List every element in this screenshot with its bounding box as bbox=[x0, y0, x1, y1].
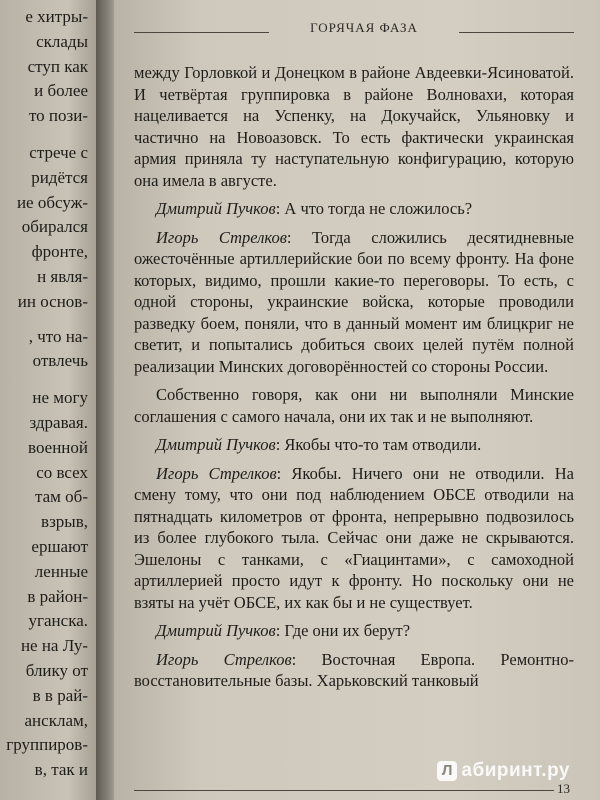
left-page-fragment: то пози- bbox=[28, 106, 88, 126]
paragraph-text: Собственно говоря, как они ни выполняли Минские соглашения с самого начала, они их так и не выполняют. bbox=[134, 385, 574, 426]
paragraph-text: : Восточная Европа. Ремонтно-восстановительные базы. Харьковский танковый bbox=[134, 649, 574, 690]
header-rule-left bbox=[134, 32, 269, 33]
left-page-fragment: в, так и bbox=[34, 760, 88, 780]
speaker-name: Дмитрий Пучков bbox=[156, 199, 276, 218]
watermark bbox=[437, 760, 570, 782]
left-page-fragment: фронте, bbox=[31, 242, 88, 262]
labirint-logo-icon: Л bbox=[437, 761, 457, 781]
right-page bbox=[114, 0, 600, 800]
speaker-name: Дмитрий Пучков bbox=[156, 435, 276, 454]
paragraph-text: : Тогда сложились десятидневные ожесточённые артиллерийские бои по всему фронту. На фоне которых, видимо, прошли какие-то переговоры. То есть, с одной стороны, украинские войска, которые проводили разведку боем, поняли, что в данный момент им блицкриг не светит, и попытались добиться своих целей путём полной реализации Минских договорённостей со стороны России. bbox=[134, 227, 574, 376]
left-page-fragment: ин основ- bbox=[17, 291, 88, 311]
left-page-fragment: отвлечь bbox=[32, 351, 88, 371]
left-page-fragment: военной bbox=[28, 437, 88, 457]
left-page-fragment: в в рай- bbox=[32, 685, 88, 705]
left-page-fragment: стрече с bbox=[29, 143, 88, 162]
left-page-fragment: не на Лу- bbox=[20, 636, 88, 656]
paragraph bbox=[134, 620, 574, 642]
left-page-fragment: там об- bbox=[34, 487, 88, 507]
left-page-fragment: ридётся bbox=[31, 167, 88, 187]
running-head: ГОРЯЧАЯ ФАЗА bbox=[310, 20, 418, 35]
speaker-name: Игорь Стрелков bbox=[156, 463, 277, 483]
paragraph bbox=[134, 463, 574, 614]
left-page-fragment: ступ как bbox=[27, 56, 88, 76]
footer-rule bbox=[134, 790, 554, 791]
left-page-fragment: уганска. bbox=[28, 611, 88, 631]
left-page-fragment: группиров- bbox=[6, 735, 88, 755]
left-page-fragment: здравая. bbox=[29, 413, 88, 432]
left-page-fragment: , что на- bbox=[28, 326, 88, 346]
left-page-fragment: н явля- bbox=[37, 267, 88, 286]
paragraph bbox=[134, 198, 574, 220]
left-page-fragment: обирался bbox=[21, 217, 88, 237]
paragraph-text: : Якобы. Ничего они не отводили. На смену тому, что они под наблюдением ОБСЕ отводили на пятнадцать километров от фронта, непрерывно подвозилось из более глубокого тыла. Сейчас они даже не скрываются. Эшелоны с танками, с «Гиацинтами», с самоходной артиллерией просто идут к фронту. Но поскольку они не взяты на учёт ОБСЕ, их как бы и не существует. bbox=[134, 463, 574, 612]
left-page-fragment: склады bbox=[36, 31, 88, 51]
left-page-fragment: взрыв, bbox=[41, 512, 88, 532]
paragraph bbox=[134, 62, 574, 191]
watermark-text: абиринт.ру bbox=[461, 760, 570, 781]
left-page-fragment: в район- bbox=[27, 586, 88, 606]
paragraph bbox=[134, 227, 574, 378]
left-page bbox=[0, 0, 96, 800]
page-text bbox=[134, 62, 574, 699]
paragraph-text: : А что тогда не сложилось? bbox=[275, 199, 473, 218]
left-page-fragment: ленные bbox=[34, 561, 88, 581]
paragraph-text: : Якобы что-то там отводили. bbox=[275, 435, 482, 454]
left-page-fragment: е хитры- bbox=[25, 7, 88, 26]
paragraph bbox=[134, 384, 574, 427]
left-page-fragment: ершают bbox=[31, 537, 88, 556]
left-page-fragment: блику от bbox=[25, 661, 88, 680]
speaker-name: Игорь Стрелков bbox=[156, 227, 287, 247]
speaker-name: Дмитрий Пучков bbox=[156, 621, 276, 640]
left-page-fragment: ие обсуж- bbox=[16, 192, 88, 212]
paragraph-text: между Горловкой и Донецком в районе Авдеевки-Ясиноватой. И четвёртая группировка в районе Волновахи, которая нацеливается на Успенку, на Докучайск, Ульяновку и частично на Новоазовск. То есть фактически украинская армия приняла ту наступательную конфигурацию, которую она имела в августе. bbox=[134, 63, 574, 190]
header-rule-right bbox=[459, 32, 574, 33]
left-page-fragment: и более bbox=[34, 81, 88, 101]
speaker-name: Игорь Стрелков bbox=[156, 649, 292, 669]
left-page-fragment: не могу bbox=[32, 388, 88, 408]
paragraph-text: : Где они их берут? bbox=[275, 621, 411, 640]
page-number: 13 bbox=[557, 781, 570, 796]
left-page-fragment: со всех bbox=[36, 462, 88, 482]
paragraph bbox=[134, 649, 574, 692]
left-page-fragment: ансклам, bbox=[24, 710, 88, 730]
paragraph bbox=[134, 434, 574, 456]
